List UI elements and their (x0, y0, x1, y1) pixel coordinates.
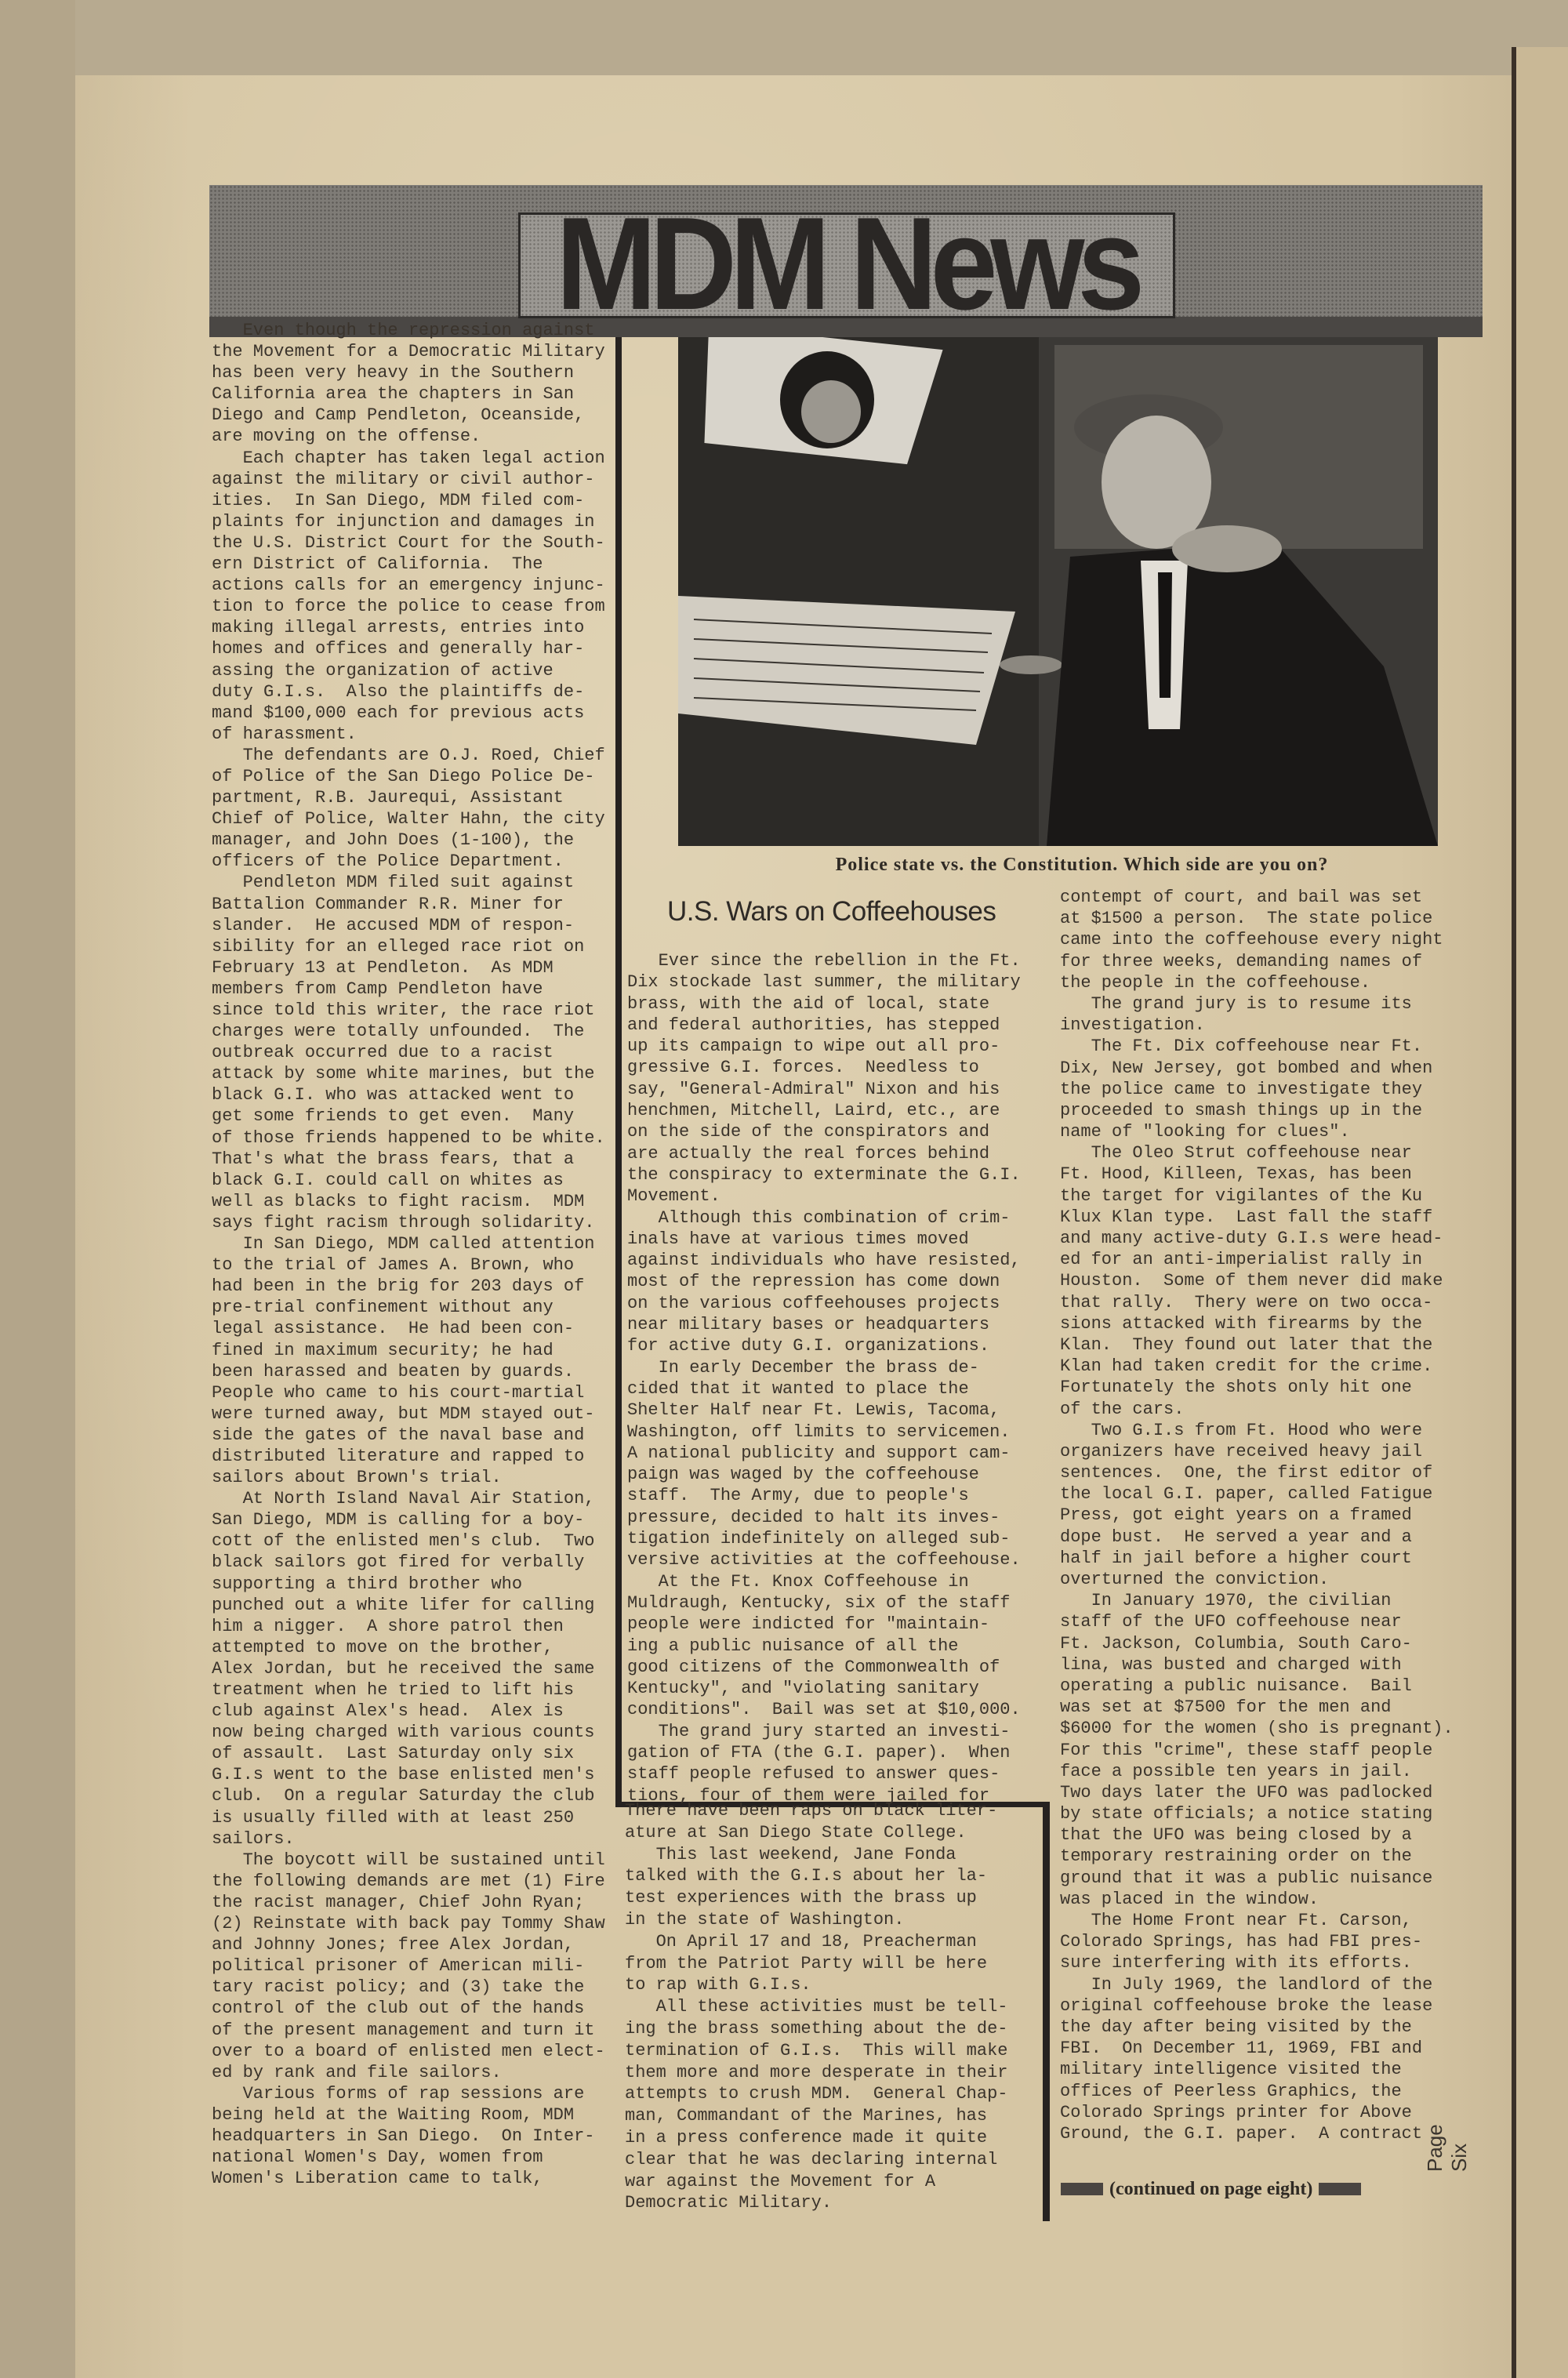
text-line: Klan had taken credit for the crime. (1060, 1356, 1433, 1377)
text-line: Even though the repression against (212, 321, 595, 340)
text-line: cided that it wanted to place the (627, 1378, 969, 1399)
text-line: lina, was busted and charged with (1060, 1654, 1402, 1675)
text-line: for active duty G.I. organizations. (627, 1336, 990, 1356)
text-line: the Movement for a Democratic Military (212, 342, 605, 362)
text-line: manager, and John Does (1-100), the (212, 830, 575, 851)
text-line: Colorado Springs printer for Above (1060, 2102, 1412, 2122)
text-line: tion to force the police to cease from (212, 597, 605, 617)
text-line: test experiences with the brass up (625, 1888, 977, 1908)
photo-caption: Police state vs. the Constitution. Which side are you on? (835, 855, 1329, 875)
text-line: G.I.s went to the base enlisted men's (212, 1765, 595, 1785)
text-line: has been very heavy in the Southern (212, 363, 575, 383)
text-line: club against Alex's head. Alex is (212, 1701, 564, 1722)
text-line: termination of G.I.s. This will make (625, 2040, 1008, 2060)
text-line: control of the club out of the hands (212, 1999, 585, 2019)
text-line: national Women's Day, women from (212, 2147, 543, 2168)
text-line: them more and more desperate in their (625, 2062, 1008, 2082)
text-line: The Oleo Strut coffeehouse near (1060, 1143, 1412, 1164)
text-line: of harassment. (212, 724, 357, 744)
text-line: most of the repression has come down (627, 1272, 1000, 1292)
text-line: (2) Reinstate with back pay Tommy Shaw (212, 1914, 605, 1934)
text-line: tary racist policy; and (3) take the (212, 1977, 585, 1998)
text-line: ed by rank and file sailors. (212, 2062, 502, 2082)
text-line: get some friends to get even. Many (212, 1106, 575, 1127)
text-line: well as blacks to fight racism. MDM (212, 1191, 585, 1211)
text-line: political prisoner of American mili- (212, 1956, 585, 1977)
text-line: for three weeks, demanding names of (1060, 951, 1423, 971)
text-line: Press, got eight years on a framed (1060, 1505, 1412, 1526)
text-line: outbreak occurred due to a racist (212, 1043, 554, 1063)
text-line: Klan. They found out later that the (1060, 1334, 1433, 1355)
text-line: slander. He accused MDM of respon- (212, 915, 575, 935)
text-line: ern District of California. The (212, 554, 543, 575)
text-line: ing a public nuisance of all the (627, 1636, 959, 1656)
text-line: in the state of Washington. (625, 1909, 905, 1930)
text-line: the racist manager, Chief John Ryan; (212, 1892, 585, 1912)
text-line: The defendants are O.J. Roed, Chief (212, 745, 605, 765)
text-line: dope bust. He served a year and a (1060, 1527, 1412, 1547)
text-line: sure interfering with its efforts. (1060, 1953, 1412, 1973)
text-line: proceeded to smash things up in the (1060, 1100, 1423, 1120)
text-line: that rally. Thery were on two occa- (1060, 1292, 1433, 1312)
text-line: clear that he was declaring internal (625, 2149, 998, 2169)
text-line: inals have at various times moved (627, 1229, 969, 1249)
text-line: military intelligence visited the (1060, 2060, 1402, 2080)
article-headline: U.S. Wars on Coffeehouses (667, 896, 996, 927)
text-line: the conspiracy to exterminate the G.I. (627, 1164, 1021, 1185)
text-line: against the military or civil author- (212, 469, 595, 489)
text-line: Alex Jordan, but he received the same (212, 1658, 595, 1679)
text-line: ed for an anti-imperialist rally in (1060, 1250, 1423, 1270)
text-line: Diego and Camp Pendleton, Oceanside, (212, 405, 585, 426)
text-line: and many active-duty G.I.s were head- (1060, 1229, 1443, 1248)
text-line: black sailors got fired for verbally (212, 1552, 585, 1573)
text-line: overturned the conviction. (1060, 1570, 1330, 1589)
text-line: offices of Peerless Graphics, the (1060, 2081, 1402, 2101)
article-column-1 (212, 320, 614, 2189)
scan-left-margin (0, 0, 75, 2378)
text-line: at $1500 a person. The state police (1060, 909, 1433, 929)
text-line: For this "crime", these staff people (1060, 1740, 1433, 1760)
text-line: brass, with the aid of local, state (627, 993, 990, 1014)
text-line: came into the coffeehouse every night (1060, 930, 1443, 950)
text-line: original coffeehouse broke the lease (1060, 1995, 1433, 2016)
news-photo (678, 337, 1438, 846)
text-line: California area the chapters in San (212, 384, 575, 405)
article-column-2-top (627, 950, 1039, 1806)
text-line: investigation. (1060, 1015, 1205, 1036)
text-line: assing the organization of active (212, 660, 554, 681)
text-line: Ft. Jackson, Columbia, South Caro- (1060, 1633, 1412, 1654)
text-line: supporting a third brother who (212, 1574, 523, 1594)
text-line: members from Camp Pendleton have (212, 978, 543, 999)
text-line: people were indicted for "maintain- (627, 1614, 990, 1635)
text-line: cott of the enlisted men's club. Two (212, 1531, 595, 1552)
article-column-3 (1060, 887, 1475, 2144)
text-line: staff people refused to answer ques- (627, 1764, 1000, 1784)
text-line: by state officials; a notice stating (1060, 1804, 1433, 1824)
column-rule-vertical-right (1043, 1802, 1050, 2221)
text-line: been harassed and beaten by guards. (212, 1361, 575, 1381)
text-line: attempted to move on the brother, (212, 1637, 554, 1657)
text-line: pressure, decided to halt its inves- (627, 1507, 1000, 1527)
text-line: and federal authorities, has stepped (627, 1015, 1000, 1035)
text-line: Ground, the G.I. paper. A contract (1060, 2123, 1423, 2144)
text-line: man, Commandant of the Marines, has (625, 2106, 988, 2126)
text-line: sailors about Brown's trial. (212, 1468, 502, 1488)
text-line: the following demands are met (1) Fire (212, 1871, 605, 1891)
text-line: actions calls for an emergency injunc- (212, 575, 605, 596)
text-line: headquarters in San Diego. On Inter- (212, 2126, 595, 2146)
text-line: $6000 for the women (sho is pregnant). (1060, 1719, 1454, 1739)
text-line: was set at $7500 for the men and (1060, 1697, 1392, 1718)
photo-police-officer-image (678, 337, 1438, 846)
text-line: Klux Klan type. Last fall the staff (1060, 1207, 1433, 1227)
text-line: Women's Liberation came to talk, (212, 2169, 543, 2189)
masthead-title: MDM News (555, 212, 1138, 318)
text-line: ities. In San Diego, MDM filed com- (212, 490, 585, 510)
text-line: that the UFO was being closed by a (1060, 1825, 1412, 1846)
text-line: Washington, off limits to servicemen. (627, 1421, 1011, 1442)
text-line: San Diego, MDM is calling for a boy- (212, 1510, 585, 1530)
text-line: on the various coffeehouses projects (627, 1293, 1000, 1313)
text-line: sailors. (212, 1828, 295, 1849)
text-line: In San Diego, MDM called attention (212, 1234, 595, 1254)
text-line: Dix, New Jersey, got bombed and when (1060, 1058, 1433, 1078)
text-line: talked with the G.I.s about her la- (625, 1866, 988, 1886)
text-line: The boycott will be sustained until (212, 1850, 605, 1870)
text-line: treatment when he tried to lift his (212, 1680, 575, 1700)
text-line: mand $100,000 each for previous acts (212, 703, 585, 723)
text-line: ing the brass something about the de- (625, 2018, 1008, 2039)
text-line: Democratic Military. (625, 2193, 833, 2213)
text-line: Chief of Police, Walter Hahn, the city (212, 809, 605, 830)
text-line: to rap with G.I.s. (625, 1975, 811, 1995)
text-line: of assault. Last Saturday only six (212, 1744, 575, 1764)
text-line: temporary restraining order on the (1060, 1846, 1412, 1867)
text-line: partment, R.B. Jaurequi, Assistant (212, 788, 564, 808)
text-line: attack by some white marines, but the (212, 1064, 595, 1084)
text-line: operating a public nuisance. Bail (1060, 1675, 1412, 1696)
text-line: side the gates of the naval base and (212, 1425, 585, 1445)
text-line: was placed in the window. (1060, 1889, 1319, 1909)
text-line: face a possible ten years in jail. (1060, 1761, 1412, 1781)
text-line: distributed literature and rapped to (212, 1446, 585, 1466)
text-line: from the Patriot Party will be here (625, 1953, 988, 1973)
text-line: good citizens of the Commonwealth of (627, 1657, 1000, 1677)
text-line: had been in the brig for 203 days of (212, 1276, 585, 1297)
text-line: were turned away, but MDM stayed out- (212, 1403, 595, 1424)
text-line: attempts to crush MDM. General Chap- (625, 2084, 1008, 2104)
text-line: now being charged with various counts (212, 1723, 595, 1743)
text-line: black G.I. could call on whites as (212, 1170, 564, 1190)
text-line: of Police of the San Diego Police De- (212, 766, 595, 786)
text-line: punched out a white lifer for calling (212, 1595, 595, 1615)
text-line: since told this writer, the race riot (212, 1000, 595, 1020)
text-line: ground that it was a public nuisance (1060, 1868, 1433, 1888)
text-line: contempt of court, and bail was set (1060, 888, 1423, 907)
text-line: pre-trial confinement without any (212, 1298, 554, 1318)
text-line: A national publicity and support cam- (627, 1443, 1011, 1463)
text-line: Two days later the UFO was padlocked (1060, 1782, 1433, 1803)
text-line: and Johnny Jones; free Alex Jordan, (212, 1935, 575, 1955)
text-line: black G.I. who was attacked went to (212, 1085, 575, 1105)
text-line: war against the Movement for A (625, 2171, 936, 2191)
text-line: This last weekend, Jane Fonda (625, 1844, 956, 1864)
continued-bar-right (1319, 2183, 1361, 2195)
text-line: duty G.I.s. Also the plaintiffs de- (212, 681, 585, 702)
text-line: the U.S. District Court for the South- (212, 532, 605, 553)
text-line: Shelter Half near Ft. Lewis, Tacoma, (627, 1400, 1000, 1421)
text-line: Dix stockade last summer, the military (627, 972, 1021, 993)
text-line: tigation indefinitely on alleged sub- (627, 1529, 1011, 1549)
scan-top-margin (0, 0, 1568, 75)
text-line: organizers have received heavy jail (1060, 1441, 1423, 1461)
text-line: tions, four of them were jailed for (627, 1785, 990, 1806)
text-line: staff. The Army, due to people's (627, 1486, 969, 1506)
text-line: him a nigger. A shore patrol then (212, 1616, 564, 1636)
text-line: against individuals who have resisted, (627, 1251, 1021, 1271)
article-column-2-bottom (625, 1800, 1039, 2214)
text-line: near military bases or headquarters (627, 1315, 990, 1335)
text-line: paign was waged by the coffeehouse (627, 1465, 979, 1485)
text-line: Muldraugh, Kentucky, six of the staff (627, 1592, 1011, 1613)
text-line: February 13 at Pendleton. As MDM (212, 957, 554, 978)
text-line: to the trial of James A. Brown, who (212, 1255, 575, 1276)
text-line: is usually filled with at least 250 (212, 1807, 575, 1828)
text-line: The Home Front near Ft. Carson, (1060, 1911, 1412, 1930)
text-line: In early December the brass de- (627, 1357, 979, 1378)
text-line: versive activities at the coffeehouse. (627, 1550, 1021, 1570)
text-line: club. On a regular Saturday the club (212, 1786, 595, 1806)
text-line: Houston. Some of them never did make (1060, 1271, 1443, 1291)
text-line: The Ft. Dix coffeehouse near Ft. (1060, 1037, 1423, 1057)
text-line: officers of the Police Department. (212, 851, 564, 872)
text-line: legal assistance. He had been con- (212, 1319, 575, 1339)
text-line: plaints for injunction and damages in (212, 511, 595, 532)
text-line: the local G.I. paper, called Fatigue (1060, 1484, 1433, 1505)
text-line: There have been raps on black liter- (625, 1801, 998, 1821)
text-line: the police came to investigate they (1060, 1079, 1423, 1099)
text-line: At North Island Naval Air Station, (212, 1489, 595, 1509)
text-line: name of "looking for clues". (1060, 1122, 1350, 1142)
text-line: are actually the real forces behind (627, 1143, 990, 1164)
text-line: Ever since the rebellion in the Ft. (627, 951, 1021, 971)
text-line: says fight racism through solidarity. (212, 1212, 595, 1233)
text-line: gressive G.I. forces. Needless to (627, 1058, 979, 1078)
text-line: The grand jury is to resume its (1060, 993, 1412, 1014)
text-line: All these activities must be tell- (625, 1997, 1008, 2017)
text-line: Fortunately the shots only hit one (1060, 1378, 1412, 1398)
text-line: being held at the Waiting Room, MDM (212, 2104, 575, 2125)
text-line: Ft. Hood, Killeen, Texas, has been (1060, 1164, 1412, 1185)
continued-text: (continued on page eight) (1109, 2178, 1313, 2199)
page-number-label: Page Six (1423, 2124, 1471, 2172)
text-line: In January 1970, the civilian (1060, 1591, 1392, 1611)
text-line: of the cars. (1060, 1399, 1185, 1419)
text-line: fined in maximum security; he had (212, 1340, 554, 1360)
text-line: FBI. On December 11, 1969, FBI and (1060, 2039, 1423, 2059)
text-line: Two G.I.s from Ft. Hood who were (1060, 1420, 1423, 1440)
text-line: Pendleton MDM filed suit against (212, 873, 575, 893)
next-page-edge (1516, 47, 1568, 2378)
text-line: on the side of the conspirators and (627, 1122, 990, 1142)
column-rule-vertical (615, 337, 622, 1806)
text-line: of the present management and turn it (212, 2020, 595, 2040)
continued-bar-left (1061, 2183, 1103, 2195)
text-line: sibility for an elleged race riot on (212, 936, 585, 957)
text-line: ature at San Diego State College. (625, 1822, 967, 1842)
text-line: staff of the UFO coffeehouse near (1060, 1612, 1402, 1632)
text-line: Kentucky", and "violating sanitary (627, 1679, 979, 1699)
text-line: sentences. One, the first editor of (1060, 1463, 1433, 1483)
text-line: are moving on the offense. (212, 427, 481, 447)
text-line: charges were totally unfounded. The (212, 1022, 585, 1042)
text-line: the target for vigilantes of the Ku (1060, 1185, 1423, 1206)
text-line: the people in the coffeehouse. (1060, 972, 1371, 993)
text-line: homes and offices and generally har- (212, 639, 585, 659)
text-line: sions attacked with firearms by the (1060, 1313, 1423, 1334)
text-line: On April 17 and 18, Preacherman (625, 1931, 977, 1951)
text-line: Each chapter has taken legal action (212, 448, 605, 468)
text-line: People who came to his court-martial (212, 1382, 585, 1403)
text-line: henchmen, Mitchell, Laird, etc., are (627, 1101, 1000, 1121)
text-line: gation of FTA (the G.I. paper). When (627, 1742, 1011, 1763)
text-line: say, "General-Admiral" Nixon and his (627, 1079, 1000, 1099)
text-line: in a press conference made it quite (625, 2127, 988, 2147)
text-line: making illegal arrests, entries into (212, 618, 585, 638)
continued-notice (1061, 2177, 1398, 2201)
text-line: over to a board of enlisted men elect- (212, 2041, 605, 2061)
masthead-title-box (518, 212, 1175, 318)
text-line: of those friends happened to be white. (212, 1127, 605, 1148)
text-line: The grand jury started an investi- (627, 1721, 1011, 1741)
text-line: Battalion Commander R.R. Miner for (212, 894, 564, 914)
text-line: conditions". Bail was set at $10,000. (627, 1700, 1021, 1720)
text-line: Although this combination of crim- (627, 1207, 1011, 1228)
text-line: At the Ft. Knox Coffeehouse in (627, 1571, 969, 1592)
text-line: Movement. (627, 1186, 720, 1207)
text-line: In July 1969, the landlord of the (1060, 1974, 1433, 1995)
text-line: up its campaign to wipe out all pro- (627, 1037, 1000, 1057)
text-line: half in jail before a higher court (1060, 1548, 1412, 1568)
text-line: the day after being visited by the (1060, 2017, 1412, 2037)
text-line: Various forms of rap sessions are (212, 2083, 585, 2104)
text-line: Colorado Springs, has had FBI pres- (1060, 1932, 1423, 1952)
text-line: That's what the brass fears, that a (212, 1149, 575, 1169)
